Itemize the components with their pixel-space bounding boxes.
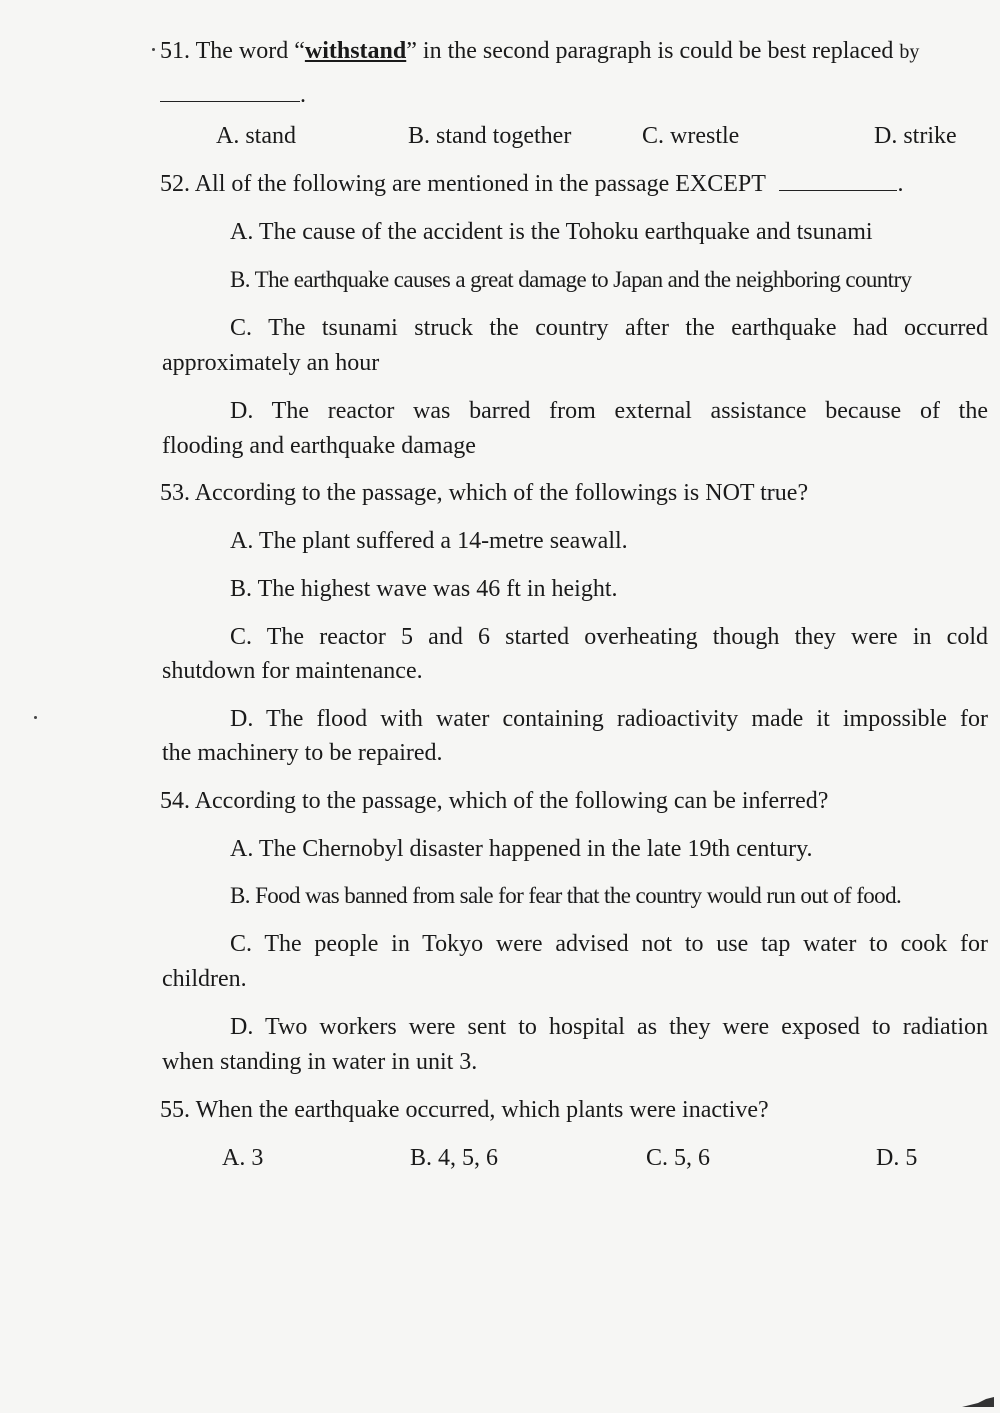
option-text: The cause of the accident is the Tohoku earthquake and tsunami (258, 219, 873, 245)
option-letter: D. (230, 398, 254, 424)
blank-end: . (897, 171, 904, 197)
option-text: The earthquake causes a great damage to Japan and the neighboring country (254, 267, 912, 292)
option-letter: D. (230, 706, 254, 732)
option-51-c (642, 121, 739, 151)
blank-line (160, 81, 300, 102)
option-letter: A. (222, 1145, 246, 1171)
option-52-a (230, 217, 873, 247)
option-51-b (408, 121, 571, 151)
option-letter: A. (230, 219, 254, 245)
option-text: The people in Tokyo were advised not to use tap water to cook for (264, 931, 988, 957)
option-text: The tsunami struck the country after the earthquake had occurred (268, 315, 989, 341)
option-53-b (230, 574, 618, 604)
option-letter: C. (646, 1145, 669, 1171)
option-letter: C. (230, 624, 253, 650)
question-number: 53. (160, 480, 190, 506)
option-52-b (230, 265, 911, 295)
option-55-a (222, 1143, 263, 1173)
option-53-a (230, 526, 628, 556)
option-54-b (230, 881, 901, 911)
scan-speck (152, 48, 155, 51)
question-stem-before: The word “ (195, 38, 305, 64)
option-text: The Chernobyl disaster happened in the late 19th century. (258, 836, 813, 862)
option-53-d-continuation: the machinery to be repaired. (162, 740, 443, 766)
question-number: 55. (160, 1097, 190, 1123)
option-53-c (230, 622, 988, 652)
option-53-d (230, 704, 988, 734)
option-letter: C. (642, 123, 665, 149)
option-letter: B. (230, 576, 253, 602)
option-text: stand together (436, 123, 572, 149)
option-55-b (410, 1143, 498, 1173)
option-letter: B. (230, 883, 250, 908)
option-letter: A. (216, 123, 240, 149)
scan-speck (34, 716, 37, 719)
option-letter: B. (410, 1145, 433, 1171)
corner-scan-mark (960, 1395, 996, 1409)
option-text: 5 (905, 1145, 918, 1171)
question-51-stem (160, 36, 919, 67)
option-letter: A. (230, 528, 254, 554)
question-52-stem (160, 169, 903, 199)
option-letter: B. (230, 267, 250, 292)
option-text: strike (903, 123, 957, 149)
option-text: The reactor 5 and 6 started overheating though they were in cold (266, 624, 988, 650)
question-stem: When the earthquake occurred, which plants were inactive? (195, 1097, 769, 1123)
option-51-a (216, 121, 296, 151)
question-stem: According to the passage, which of the following can be inferred? (194, 788, 829, 814)
question-stem-after: ” in the second paragraph is could be best replaced (406, 38, 894, 64)
option-letter: D. (876, 1145, 900, 1171)
option-text: The reactor was barred from external assistance because of the (271, 398, 988, 424)
option-letter: C. (230, 315, 253, 341)
option-text: stand (245, 123, 297, 149)
answer-blank-51 (160, 80, 306, 110)
question-number: 54. (160, 788, 190, 814)
option-letter: D. (874, 123, 898, 149)
option-54-c-continuation: children. (162, 966, 247, 992)
option-52-d (230, 396, 988, 426)
option-text: 4, 5, 6 (438, 1145, 499, 1171)
option-text: The highest wave was 46 ft in height. (257, 576, 618, 602)
blank-end: . (300, 82, 306, 108)
option-55-c (646, 1143, 710, 1173)
question-number: 51. (160, 38, 190, 64)
question-stem-tail: by (899, 41, 920, 63)
option-text: The flood with water containing radioactivity made it impossible for (266, 706, 988, 732)
option-text: 3 (251, 1145, 264, 1171)
blank-line (779, 170, 897, 191)
question-number: 52. (160, 171, 190, 197)
option-52-c-continuation: approximately an hour (162, 350, 380, 376)
option-54-d (230, 1012, 988, 1042)
option-text: 5, 6 (674, 1145, 711, 1171)
option-text: wrestle (670, 123, 740, 149)
option-54-c (230, 929, 988, 959)
option-54-d-continuation: when standing in water in unit 3. (162, 1049, 478, 1075)
option-letter: D. (230, 1014, 254, 1040)
question-stem: According to the passage, which of the followings is NOT true? (194, 480, 809, 506)
question-53-stem (160, 478, 808, 508)
option-letter: A. (230, 836, 254, 862)
option-55-d (876, 1143, 917, 1173)
option-text: Two workers were sent to hospital as they were exposed to radiation (265, 1014, 988, 1040)
question-55-stem (160, 1095, 769, 1125)
option-text: The plant suffered a 14-metre seawall. (258, 528, 628, 554)
question-stem: All of the following are mentioned in the passage EXCEPT (194, 171, 766, 197)
option-letter: B. (408, 123, 431, 149)
question-54-stem (160, 786, 828, 816)
option-53-c-continuation: shutdown for maintenance. (162, 658, 423, 684)
option-text: Food was banned from sale for fear that the country would run out of food. (255, 883, 902, 908)
option-52-c (230, 313, 988, 343)
option-52-d-continuation: flooding and earthquake damage (162, 433, 476, 459)
question-keyword: withstand (304, 38, 407, 64)
option-54-a (230, 834, 813, 864)
option-51-d (874, 121, 957, 151)
option-letter: C. (230, 931, 253, 957)
